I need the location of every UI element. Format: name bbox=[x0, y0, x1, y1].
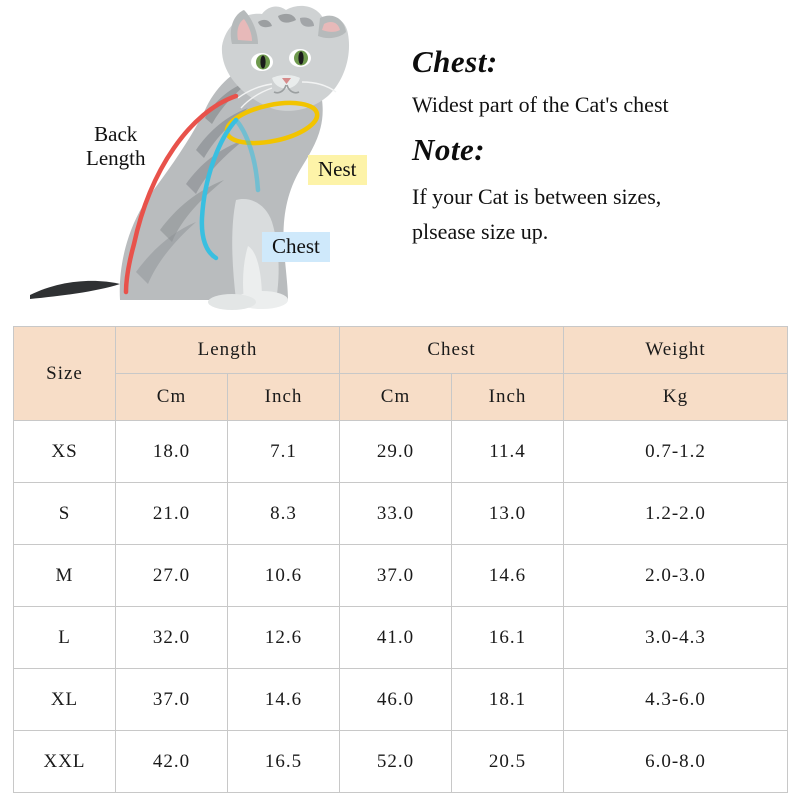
cell-chest-inch: 16.1 bbox=[452, 607, 564, 669]
label-back-length bbox=[86, 122, 145, 170]
note-heading: Note: bbox=[412, 131, 486, 167]
illustration-section bbox=[0, 0, 800, 326]
table-row bbox=[14, 421, 788, 483]
table-row bbox=[14, 483, 788, 545]
cell-length-cm: 27.0 bbox=[116, 545, 228, 607]
table-body bbox=[14, 421, 788, 793]
cell-length-inch: 10.6 bbox=[228, 545, 340, 607]
cell-weight-kg: 6.0-8.0 bbox=[564, 731, 788, 793]
label-back-length-line2: Length bbox=[86, 146, 146, 171]
cell-length-cm: 37.0 bbox=[116, 669, 228, 731]
notes-block bbox=[412, 44, 792, 253]
header-chest-inch: Inch bbox=[452, 374, 564, 421]
note-line-2: plsease size up. bbox=[412, 219, 549, 245]
cell-chest-inch: 14.6 bbox=[452, 545, 564, 607]
label-nest: Nest bbox=[308, 155, 367, 185]
cell-chest-inch: 11.4 bbox=[452, 421, 564, 483]
cell-length-inch: 16.5 bbox=[228, 731, 340, 793]
cell-size: XS bbox=[14, 421, 116, 483]
cell-length-inch: 12.6 bbox=[228, 607, 340, 669]
note-line-1: If your Cat is between sizes, bbox=[412, 183, 662, 209]
header-length-inch: Inch bbox=[228, 374, 340, 421]
cell-chest-inch: 18.1 bbox=[452, 669, 564, 731]
cat-illustration bbox=[0, 0, 400, 326]
cell-chest-cm: 46.0 bbox=[340, 669, 452, 731]
cell-size: M bbox=[14, 545, 116, 607]
cell-chest-cm: 29.0 bbox=[340, 421, 452, 483]
cell-length-inch: 7.1 bbox=[228, 421, 340, 483]
header-chest-cm: Cm bbox=[340, 374, 452, 421]
chest-description: Widest part of the Cat's chest bbox=[412, 92, 669, 117]
cell-weight-kg: 1.2-2.0 bbox=[564, 483, 788, 545]
header-length-cm: Cm bbox=[116, 374, 228, 421]
cell-length-inch: 8.3 bbox=[228, 483, 340, 545]
table-row bbox=[14, 545, 788, 607]
size-table-wrapper bbox=[13, 326, 787, 793]
cell-chest-cm: 33.0 bbox=[340, 483, 452, 545]
cell-length-cm: 42.0 bbox=[116, 731, 228, 793]
cell-weight-kg: 2.0-3.0 bbox=[564, 545, 788, 607]
header-weight: Weight bbox=[564, 327, 788, 374]
label-back-length-line1: Back bbox=[94, 122, 138, 146]
cell-chest-inch: 20.5 bbox=[452, 731, 564, 793]
header-chest: Chest bbox=[340, 327, 564, 374]
cell-weight-kg: 4.3-6.0 bbox=[564, 669, 788, 731]
chest-heading: Chest: bbox=[412, 44, 498, 79]
table-row bbox=[14, 669, 788, 731]
header-weight-kg: Kg bbox=[564, 374, 788, 421]
cell-chest-cm: 52.0 bbox=[340, 731, 452, 793]
label-chest: Chest bbox=[262, 232, 330, 262]
cell-length-cm: 32.0 bbox=[116, 607, 228, 669]
cell-weight-kg: 0.7-1.2 bbox=[564, 421, 788, 483]
cell-size: XL bbox=[14, 669, 116, 731]
cell-length-inch: 14.6 bbox=[228, 669, 340, 731]
table-group-header-row bbox=[14, 327, 788, 374]
cell-size: XXL bbox=[14, 731, 116, 793]
table-row bbox=[14, 607, 788, 669]
cell-weight-kg: 3.0-4.3 bbox=[564, 607, 788, 669]
cell-length-cm: 18.0 bbox=[116, 421, 228, 483]
table-head bbox=[14, 327, 788, 421]
cell-size: L bbox=[14, 607, 116, 669]
size-table bbox=[13, 326, 788, 793]
cell-chest-cm: 37.0 bbox=[340, 545, 452, 607]
cell-chest-cm: 41.0 bbox=[340, 607, 452, 669]
cell-chest-inch: 13.0 bbox=[452, 483, 564, 545]
cell-size: S bbox=[14, 483, 116, 545]
header-length: Length bbox=[116, 327, 340, 374]
table-sub-header-row bbox=[14, 374, 788, 421]
table-row bbox=[14, 731, 788, 793]
cell-length-cm: 21.0 bbox=[116, 483, 228, 545]
header-size: Size bbox=[14, 327, 116, 421]
